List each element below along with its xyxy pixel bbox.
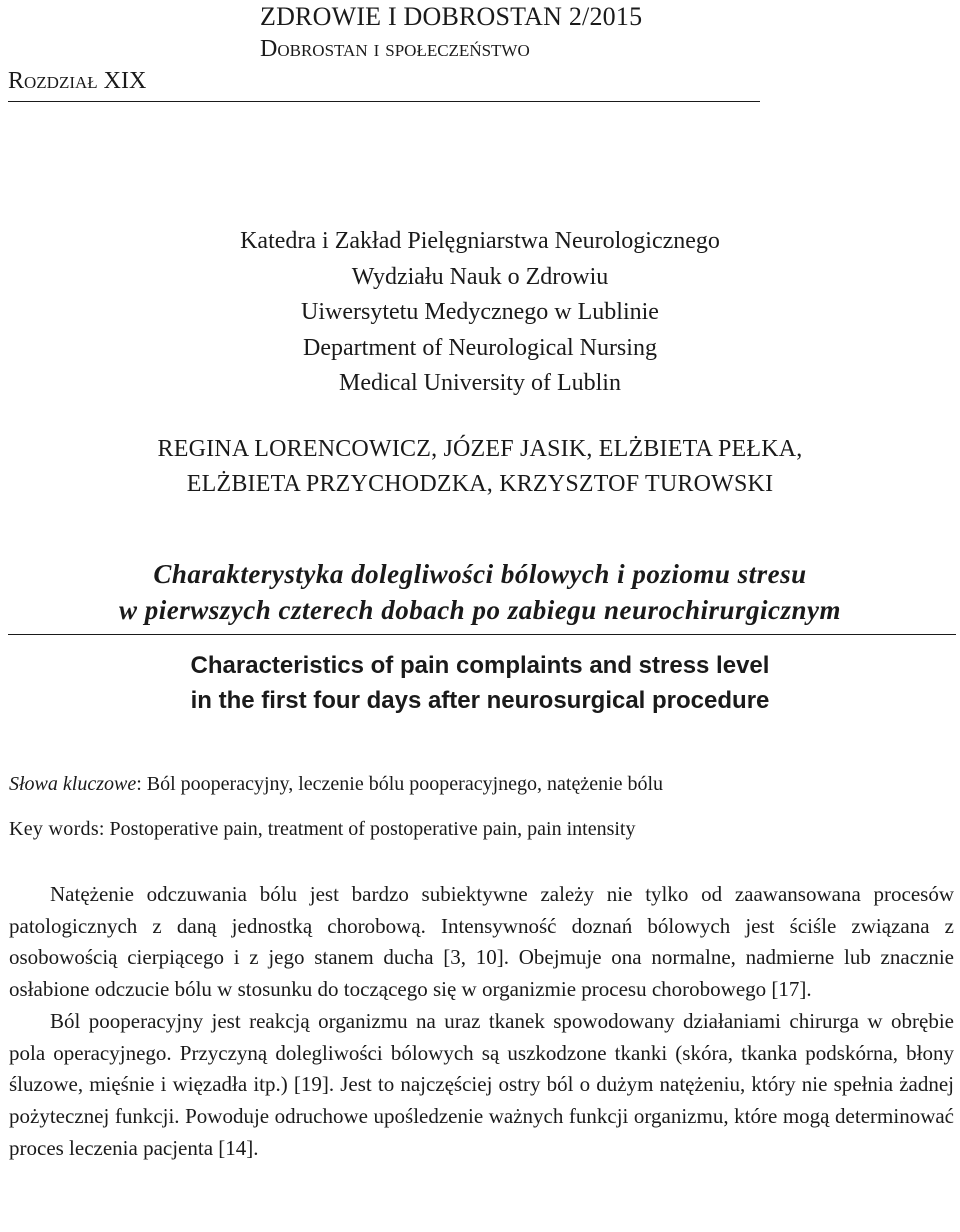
paper-title-pl xyxy=(0,556,960,628)
authors-line: ELŻBIETA PRZYCHODZKA, KRZYSZTOF TUROWSKI xyxy=(186,471,774,497)
header-divider xyxy=(8,101,760,102)
running-head xyxy=(8,0,768,104)
journal-subtitle: Dobrostan i społeczeństwo xyxy=(260,36,530,62)
affiliation-line: Wydziału Nauk o Zdrowiu xyxy=(351,263,609,290)
authors xyxy=(0,432,960,502)
keywords-en-label: Key words xyxy=(9,818,99,840)
keywords-pl-label: Słowa kluczowe xyxy=(9,773,137,795)
keywords-pl: Słowa kluczowe: Ból pooperacyjny, leczenie bólu pooperacyjnego, natężenie bólu xyxy=(9,773,664,795)
authors-line: REGINA LORENCOWICZ, JÓZEF JASIK, ELŻBIETA PEŁKA, xyxy=(157,436,803,462)
affiliation-line: Department of Neurological Nursing xyxy=(303,334,657,361)
title-en-line: in the first four days after neurosurgical procedure xyxy=(190,687,770,714)
title-divider xyxy=(8,634,956,635)
affiliation-line: Uiwersytetu Medycznego w Lublinie xyxy=(301,299,659,325)
paper-title-en xyxy=(0,648,960,718)
affiliation xyxy=(0,224,960,402)
chapter-label: Rozdział XIX xyxy=(8,68,147,94)
body-paragraph: Ból pooperacyjny jest reakcją organizmu na uraz tkanek spowodowany działaniami chirurga w obrębie pola operacyjnego. Przyczyną dolegliwości bólowych są uszkodzone tkanki (skóra, tkanka podskórna, błony śluzowe, mięśnie i więzadła itp.) [19]. Jest to najczęściej ostry ból o dużym natężeniu, który nie spełnia żadnej pożytecznej funkcji. Powoduje odruchowe upośledzenie ważnych funkcji organizmu, które mogą determinować proces leczenia pacjenta [14]. xyxy=(9,1008,954,1160)
keywords-en: Key words: Postoperative pain, treatment of postoperative pain, pain intensity xyxy=(9,818,636,840)
affiliation-line: Medical University of Lublin xyxy=(339,370,621,396)
body-paragraph: Natężenie odczuwania bólu jest bardzo subiektywne zależy nie tylko od zaawansowana procesów patologicznych z daną jednostką chorobową. Intensywność doznań bólowych jest ściśle związana z osobowością cierpiącego i z jego stanem ducha [3, 10]. Obejmuje ona normalne, nadmierne lub znacznie osłabione odczucie bólu w stosunku do toczącego się w organizmie procesu chorobowego [17]. xyxy=(9,882,954,1002)
journal-title: ZDROWIE I DOBROSTAN 2/2015 xyxy=(260,2,643,31)
title-pl-line: Charakterystyka dolegliwości bólowych i poziomu stresu xyxy=(153,559,807,589)
keywords-pl-text: Ból pooperacyjny, leczenie bólu pooperacyjnego, natężenie bólu xyxy=(146,773,664,795)
title-en-line: Characteristics of pain complaints and stress level xyxy=(190,652,770,679)
affiliation-line: Katedra i Zakład Pielęgniarstwa Neurologicznego xyxy=(240,228,720,254)
body-text xyxy=(9,879,954,1164)
title-pl-line: w pierwszych czterech dobach po zabiegu neurochirurgicznym xyxy=(118,595,842,625)
keywords-en-text: Postoperative pain, treatment of postoperative pain, pain intensity xyxy=(109,818,636,840)
